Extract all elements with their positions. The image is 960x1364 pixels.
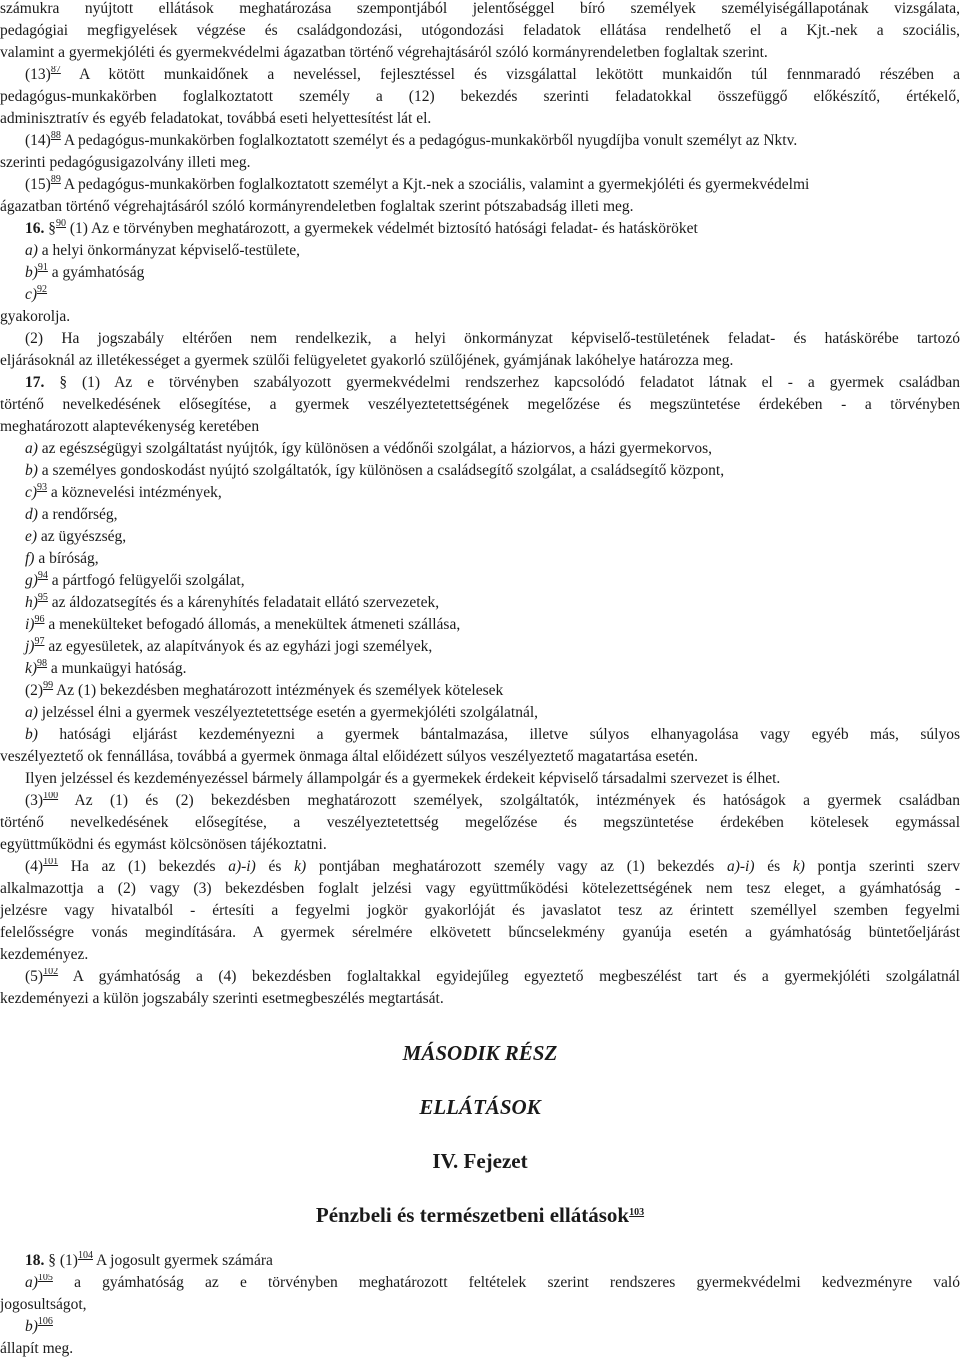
text-line bbox=[0, 594, 960, 612]
line-text: történő nevelkedésének elősegítése, a veszélyeztetettség megelőzése és megszüntetése érdekében kötelesek egymással bbox=[0, 814, 960, 831]
text-line bbox=[0, 726, 960, 744]
part-title-heading: ELLÁTÁSOK bbox=[419, 1095, 541, 1119]
text-line bbox=[0, 506, 960, 524]
text-line bbox=[0, 836, 960, 854]
footnote-ref[interactable]: 96 bbox=[34, 614, 45, 625]
text-line bbox=[0, 1252, 960, 1270]
line-text: A kötött munkaidőnek a neveléssel, fejlesztéssel és vizsgálattal lekötött munkaidőn túl fennmaradó részében a bbox=[60, 66, 960, 83]
footnote-ref[interactable]: 104 bbox=[77, 1250, 93, 1261]
text-line bbox=[0, 550, 960, 568]
text-line bbox=[0, 902, 960, 920]
line-text: adminisztratív és egyéb feladatokat, továbbá eseti helyettesítést lát el. bbox=[0, 110, 432, 127]
line-text: a bíróság, bbox=[34, 550, 99, 567]
line-text: és bbox=[754, 858, 793, 875]
point-label: c) bbox=[25, 484, 38, 501]
point-label: j) bbox=[25, 638, 35, 655]
footnote-ref[interactable]: 102 bbox=[43, 968, 59, 977]
text-line bbox=[0, 264, 960, 282]
line-text: (14) bbox=[25, 132, 51, 149]
line-text: hatósági eljárást kezdeményezni a gyermek bántalmazása, illetve súlyos elhanyagolása vagy egyéb más, súlyos bbox=[37, 726, 960, 743]
text-line bbox=[0, 924, 960, 942]
line-text: § (1) Az e törvényben szabályozott gyermekvédelmi rendszerhez kapcsolódó feladatot látnak el - a gyermek családban bbox=[44, 374, 960, 391]
line-text: Ilyen jelzéssel és kezdeményezéssel bármely állampolgár és a gyermekek érdekeit képviselő társadalmi szervezet is élhet. bbox=[25, 770, 781, 787]
line-text: Ha az (1) bekezdés bbox=[58, 858, 229, 875]
line-text: (2) bbox=[25, 682, 44, 699]
text-line bbox=[0, 462, 960, 480]
text-line bbox=[0, 66, 960, 84]
text-line bbox=[0, 1318, 960, 1336]
section-number: 16. bbox=[25, 220, 45, 237]
text-line bbox=[0, 528, 960, 546]
line-text: (15) bbox=[25, 176, 51, 193]
text-line bbox=[0, 616, 960, 634]
text-line bbox=[0, 198, 960, 216]
line-text: felelősségre vonás megindítására. A gyermek sérelmére elkövetett bűncselekmény gyanúja esetén a gyámhatóság büntetőeljárást bbox=[0, 924, 960, 941]
line-text: jelzésre vagy hivatalból - értesíti a fegyelmi jogkör gyakorlóját és javaslatot tesz az érintett személlyel szemben fegyelmi bbox=[0, 902, 960, 919]
text-line bbox=[0, 308, 960, 326]
text-line bbox=[0, 792, 960, 810]
text-line bbox=[0, 220, 960, 238]
line-text: pedagógiai megfigyelések végzése és családgondozási, utógondozási feladatok ellátása rendelhető el a Kjt.-nek a szociális, bbox=[0, 22, 960, 39]
text-line bbox=[0, 110, 960, 128]
point-label: b) bbox=[25, 264, 38, 281]
line-text: (13) bbox=[25, 66, 51, 83]
text-line bbox=[0, 1274, 960, 1292]
line-text: (1) Az e törvényben meghatározott, a gyermekek védelmét biztosító hatósági feladat- és hatásköröket bbox=[66, 220, 698, 237]
line-text: a munkaügyi hatóság. bbox=[47, 660, 187, 677]
footnote-ref[interactable]: 89 bbox=[50, 174, 61, 185]
footnote-ref[interactable]: 105 bbox=[37, 1274, 53, 1283]
line-text: a helyi önkormányzat képviselő-testülete, bbox=[37, 242, 301, 259]
point-label: a) bbox=[25, 440, 38, 457]
line-text: állapít meg. bbox=[0, 1340, 74, 1357]
text-line bbox=[0, 88, 960, 106]
line-text: A jogosult gyermek számára bbox=[92, 1252, 273, 1269]
point-label: a) bbox=[25, 704, 38, 721]
text-line bbox=[0, 154, 960, 172]
line-text: a személyes gondoskodást nyújtó szolgáltatók, így különösen a családsegítő szolgálat, a családsegítő központ, bbox=[37, 462, 725, 479]
line-text: Az (1) bekezdésben meghatározott intézmények és személyek kötelesek bbox=[53, 682, 504, 699]
line-text: kezdeményezi a külön jogszabály szerinti esetmegbeszélés megtartását. bbox=[0, 990, 444, 1007]
text-line bbox=[0, 880, 960, 898]
text-line bbox=[0, 286, 960, 304]
line-text: (2) Ha jogszabály eltérően nem rendelkezik, a helyi önkormányzat képviselő-testületének feladat- és hatáskörébe tartozó bbox=[25, 330, 960, 347]
text-line bbox=[0, 440, 960, 458]
text-line bbox=[0, 242, 960, 260]
line-text: gyakorolja. bbox=[0, 308, 71, 325]
footnote-ref[interactable]: 103 bbox=[629, 1207, 645, 1218]
line-text: a menekülteket befogadó állomás, a menekültek átmeneti szállása, bbox=[44, 616, 461, 633]
text-line bbox=[0, 814, 960, 832]
footnote-ref[interactable]: 100 bbox=[43, 792, 59, 801]
line-text: a köznevelési intézmények, bbox=[47, 484, 222, 501]
text-line bbox=[0, 1296, 960, 1314]
line-text: valamint a gyermekjóléti és gyermekvédelmi ágazatban történő végrehajtásáról szóló kormányrendeletben foglaltak szerint. bbox=[0, 44, 768, 61]
text-line bbox=[0, 330, 960, 348]
footnote-ref[interactable]: 92 bbox=[37, 284, 48, 295]
point-label: k) bbox=[792, 858, 805, 875]
text-line bbox=[0, 44, 960, 62]
line-text: jelzéssel élni a gyermek veszélyeztetettsége esetén a gyermekjóléti szolgálatnál, bbox=[37, 704, 539, 721]
footnote-ref[interactable]: 95 bbox=[37, 592, 48, 603]
footnote-ref[interactable]: 94 bbox=[37, 570, 48, 581]
chapter-title-heading bbox=[0, 1202, 960, 1228]
line-text: a pártfogó felügyelői szolgálat, bbox=[47, 572, 245, 589]
line-text: Az (1) és (2) bekezdésben meghatározott személyek, szolgáltatók, intézmények és hatóságok a gyermek családban bbox=[58, 792, 960, 809]
line-text: kezdeményez. bbox=[0, 946, 89, 963]
text-line bbox=[0, 968, 960, 986]
line-text: az ügyészség, bbox=[37, 528, 127, 545]
footnote-ref[interactable]: 99 bbox=[43, 680, 54, 691]
section-number: 18. bbox=[25, 1252, 45, 1269]
point-label: b) bbox=[25, 462, 38, 479]
footnote-ref[interactable]: 90 bbox=[56, 218, 66, 229]
line-text: (5) bbox=[25, 968, 44, 985]
text-line bbox=[0, 946, 960, 964]
point-label: h) bbox=[25, 594, 38, 611]
point-label: g) bbox=[25, 572, 38, 589]
line-text: a gyámhatóság bbox=[47, 264, 145, 281]
line-text: (3) bbox=[25, 792, 44, 809]
line-text: a gyámhatóság az e törvényben meghatározott feltételek szerint rendszeres gyermekvédelmi kedvezményre való bbox=[52, 1274, 960, 1291]
line-text: az egyesületek, az alapítványok és az egyházi jogi személyek, bbox=[44, 638, 433, 655]
text-line bbox=[0, 682, 960, 700]
point-label: a) bbox=[25, 1274, 38, 1291]
text-line bbox=[0, 0, 960, 18]
line-text: § (1) bbox=[44, 1252, 78, 1269]
text-line bbox=[0, 396, 960, 414]
text-line bbox=[0, 132, 960, 150]
line-text: pedagógus-munkakörben foglalkoztatott személy a (12) bekezdés szerinti feladatokkal összefüggő előkészítő, értékelő, bbox=[0, 88, 960, 105]
line-text: együttműködni és egymást kölcsönösen tájékoztatni. bbox=[0, 836, 327, 853]
line-text: § bbox=[44, 220, 56, 237]
footnote-ref[interactable]: 106 bbox=[37, 1316, 53, 1327]
line-text: eljárásoknál az illetékességet a gyermek szülői felügyeletet gyakorló szülőjének, gyámjának lakóhelye határozza meg. bbox=[0, 352, 734, 369]
part-heading: MÁSODIK RÉSZ bbox=[402, 1041, 558, 1065]
footnote-ref[interactable]: 97 bbox=[34, 636, 45, 647]
footnote-ref[interactable]: 91 bbox=[37, 262, 48, 273]
line-text: A pedagógus-munkakörben foglalkoztatott személyt a Kjt.-nek a szociális, valamint a gyermekjóléti és gyermekvédelmi bbox=[60, 176, 810, 193]
text-line bbox=[0, 704, 960, 722]
text-line bbox=[0, 176, 960, 194]
line-text: veszélyeztető ok fennállása, továbbá a gyermek önmaga által előidézett súlyos veszélyeztető magatartása esetén. bbox=[0, 748, 699, 765]
chapter-heading: IV. Fejezet bbox=[432, 1149, 528, 1173]
footnote-ref[interactable]: 101 bbox=[43, 858, 59, 867]
line-text: ágazatban történő végrehajtásáról szóló kormányrendeletben foglaltak szerint pótszabadság illeti meg. bbox=[0, 198, 634, 215]
point-label: k) bbox=[294, 858, 307, 875]
footnote-ref[interactable]: 98 bbox=[37, 658, 48, 669]
line-text: alkalmazottja a (2) vagy (3) bekezdésben foglalt jelzési vagy együttműködési kötelezettségének nem tesz eleget, a gyámhatóság - bbox=[0, 880, 960, 897]
point-label: a) bbox=[25, 242, 38, 259]
point-label: a)-i) bbox=[228, 858, 256, 875]
line-text: jogosultságot, bbox=[0, 1296, 87, 1313]
line-text: a rendőrség, bbox=[37, 506, 118, 523]
line-text: pontjában meghatározott személy vagy az (1) bekezdés bbox=[306, 858, 727, 875]
footnote-ref[interactable]: 87 bbox=[50, 66, 61, 75]
text-line bbox=[0, 858, 960, 876]
text-line bbox=[0, 352, 960, 370]
text-line bbox=[0, 1340, 960, 1358]
line-text: pontja szerinti szerv bbox=[804, 858, 960, 875]
point-label: f) bbox=[25, 550, 35, 567]
point-label: i) bbox=[25, 616, 35, 633]
point-label: e) bbox=[25, 528, 38, 545]
text-line bbox=[0, 770, 960, 788]
point-label: d) bbox=[25, 506, 38, 523]
line-text: számukra nyújtott ellátások meghatározása szempontjából jelentőséggel bíró személyek személyiségállapotának vizsgálata, bbox=[0, 0, 960, 17]
footnote-ref[interactable]: 93 bbox=[37, 482, 48, 493]
line-text: meghatározott alaptevékenység keretében bbox=[0, 418, 260, 435]
text-line bbox=[0, 22, 960, 40]
point-label: k) bbox=[25, 660, 38, 677]
text-line bbox=[0, 990, 960, 1008]
line-text: (4) bbox=[25, 858, 44, 875]
line-text: történő nevelkedésének elősegítése, a gyermek veszélyeztetettségének megelőzése és megszüntetése érdekében - a törvényben bbox=[0, 396, 960, 413]
line-text: A pedagógus-munkakörben foglalkoztatott személyt és a pedagógus-munkakörből nyugdíjba vonult személyt az Nktv. bbox=[60, 132, 798, 149]
line-text: A gyámhatóság a (4) bekezdésben foglaltakkal egyidejűleg egyeztető megbeszélést tart és a gyermekjóléti szolgálatnál bbox=[58, 968, 960, 985]
text-line bbox=[0, 572, 960, 590]
section-number: 17. bbox=[25, 374, 45, 391]
text-line bbox=[0, 374, 960, 392]
line-text: és bbox=[255, 858, 295, 875]
footnote-ref[interactable]: 88 bbox=[50, 130, 61, 141]
point-label: c) bbox=[25, 286, 38, 303]
line-text: az egészségügyi szolgáltatást nyújtók, így különösen a védőnői szolgálat, a háziorvos, a házi gyermekorvos, bbox=[37, 440, 712, 457]
text-line bbox=[0, 484, 960, 502]
text-line bbox=[0, 638, 960, 656]
text-line bbox=[0, 418, 960, 436]
line-text: szerinti pedagógusigazolvány illeti meg. bbox=[0, 154, 251, 171]
line-text: az áldozatsegítés és a kárenyhítés feladatait ellátó szervezetek, bbox=[47, 594, 440, 611]
point-label: b) bbox=[25, 726, 38, 743]
point-label: a)-i) bbox=[726, 858, 755, 875]
chapter-title-text: Pénzbeli és természetbeni ellátások bbox=[315, 1203, 630, 1227]
point-label: b) bbox=[25, 1318, 38, 1335]
text-line bbox=[0, 748, 960, 766]
text-line bbox=[0, 660, 960, 678]
